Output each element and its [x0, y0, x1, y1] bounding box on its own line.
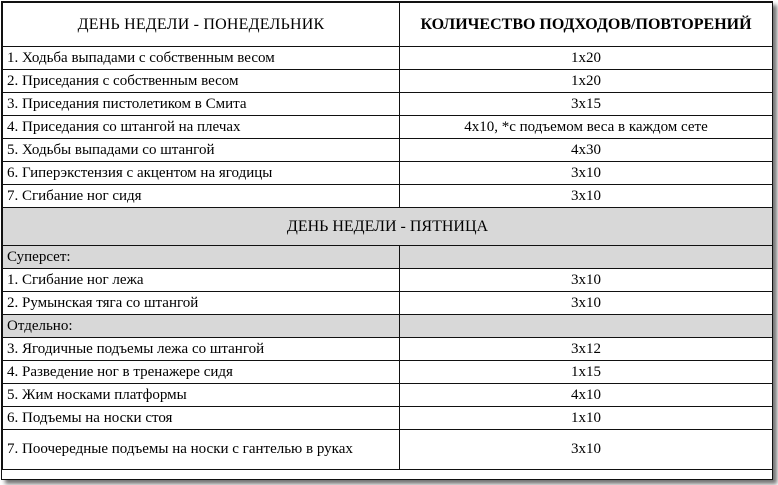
- table-header-row: [3, 3, 773, 47]
- exercise-name: 2. Румынская тяга со штангой: [3, 292, 400, 315]
- exercise-name: 4. Приседания со штангой на плечах: [3, 116, 400, 139]
- separate-label: Отдельно:: [3, 315, 400, 338]
- superset-label-row: [3, 246, 773, 269]
- table-row: [3, 269, 773, 292]
- exercise-sets: 3х10: [400, 162, 773, 185]
- table-row: [3, 116, 773, 139]
- exercise-name: 3. Ягодичные подъемы лежа со штангой: [3, 338, 400, 361]
- exercise-sets: 3х10: [400, 269, 773, 292]
- exercise-sets: 3х10: [400, 292, 773, 315]
- table-row: [3, 384, 773, 407]
- exercise-name: 5. Ходьбы выпадами со штангой: [3, 139, 400, 162]
- exercise-name: 6. Подъемы на носки стоя: [3, 407, 400, 430]
- exercise-name: 2. Приседания с собственным весом: [3, 70, 400, 93]
- table-row: [3, 185, 773, 208]
- table-row: [3, 361, 773, 384]
- friday-header-row: [3, 208, 773, 246]
- exercise-name: 3. Приседания пистолетиком в Смита: [3, 93, 400, 116]
- table-row: [3, 430, 773, 470]
- exercise-sets: 3х10: [400, 185, 773, 208]
- friday-header: ДЕНЬ НЕДЕЛИ - ПЯТНИЦА: [3, 208, 773, 246]
- exercise-name: 7. Сгибание ног сидя: [3, 185, 400, 208]
- exercise-sets: 1х20: [400, 70, 773, 93]
- superset-label: Суперсет:: [3, 246, 400, 269]
- exercise-sets: 4х10: [400, 384, 773, 407]
- empty-cell: [400, 315, 773, 338]
- empty-cell: [400, 246, 773, 269]
- workout-table-frame: [1, 1, 773, 480]
- exercise-sets: 1х20: [400, 47, 773, 70]
- table-row: [3, 139, 773, 162]
- exercise-name: 1. Ходьба выпадами с собственным весом: [3, 47, 400, 70]
- exercise-sets: 3х12: [400, 338, 773, 361]
- exercise-sets: 4х30: [400, 139, 773, 162]
- table-row: [3, 70, 773, 93]
- exercise-name: 6. Гиперэкстензия с акцентом на ягодицы: [3, 162, 400, 185]
- exercise-name: 7. Поочередные подъемы на носки с гантелью в руках: [3, 430, 400, 470]
- exercise-name: 1. Сгибание ног лежа: [3, 269, 400, 292]
- exercise-sets: 1х10: [400, 407, 773, 430]
- exercise-sets: 4х10, *с подъемом веса в каждом сете: [400, 116, 773, 139]
- exercise-sets: 3х15: [400, 93, 773, 116]
- table-row: [3, 47, 773, 70]
- sets-header: КОЛИЧЕСТВО ПОДХОДОВ/ПОВТОРЕНИЙ: [400, 3, 773, 47]
- exercise-sets: 1х15: [400, 361, 773, 384]
- workout-table: [2, 2, 773, 470]
- exercise-name: 4. Разведение ног в тренажере сидя: [3, 361, 400, 384]
- day-header: ДЕНЬ НЕДЕЛИ - ПОНЕДЕЛЬНИК: [3, 3, 400, 47]
- separate-label-row: [3, 315, 773, 338]
- exercise-name: 5. Жим носками платформы: [3, 384, 400, 407]
- exercise-sets: 3х10: [400, 430, 773, 470]
- table-row: [3, 292, 773, 315]
- table-row: [3, 407, 773, 430]
- table-row: [3, 93, 773, 116]
- table-row: [3, 338, 773, 361]
- table-row: [3, 162, 773, 185]
